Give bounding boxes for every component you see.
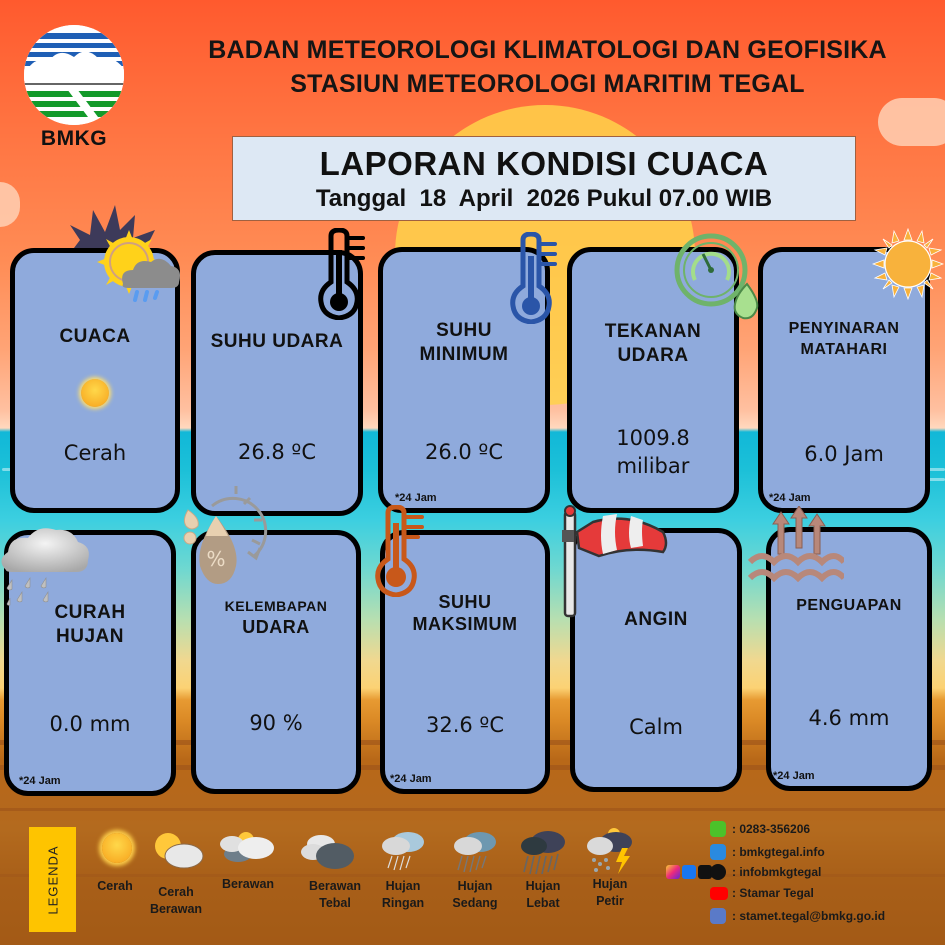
website-icon xyxy=(710,844,726,860)
legend-tag xyxy=(29,827,76,932)
overcast-icon xyxy=(299,830,359,874)
legend-item-cerah-berawan: Cerah Berawan xyxy=(136,830,216,918)
card-note: *24 Jam xyxy=(19,775,61,787)
email-icon xyxy=(710,908,726,924)
card-note: *24 Jam xyxy=(773,770,815,782)
card-value: Calm xyxy=(629,715,683,739)
windsock-icon xyxy=(559,502,671,618)
background-cloud xyxy=(878,98,945,146)
thunderstorm-icon xyxy=(584,828,636,878)
partly-cloudy-icon xyxy=(148,830,208,874)
cloudy-icon xyxy=(218,828,278,872)
legend-item-berawan: Berawan xyxy=(208,828,288,893)
sunny-icon xyxy=(81,379,109,407)
sunny-icon xyxy=(102,833,132,863)
light-rain-icon xyxy=(378,830,428,878)
card-value: 26.0 ºC xyxy=(425,440,503,464)
contact-website-text[interactable]: : bmkgtegal.info xyxy=(732,845,825,859)
logo-text: BMKG xyxy=(40,127,108,150)
thermometer-cold-icon xyxy=(503,232,561,324)
facebook-icon[interactable] xyxy=(682,865,696,879)
legend-item-cerah: Cerah xyxy=(75,830,155,895)
contact-social-text[interactable]: : infobmkgtegal xyxy=(732,865,822,879)
report-title: LAPORAN KONDISI CUACA xyxy=(319,145,769,182)
barometer-icon xyxy=(673,232,763,322)
legend-item-hujan-sedang: Hujan Sedang xyxy=(435,830,515,912)
partly-cloudy-rain-icon xyxy=(95,226,183,306)
card-value: 26.8 ºC xyxy=(238,440,316,464)
card-title: SUHU MAKSIMUM xyxy=(412,592,518,634)
sun-icon xyxy=(872,228,944,300)
card-note: *24 Jam xyxy=(769,492,811,504)
card-value-unit: milibar xyxy=(616,454,690,478)
evaporation-icon xyxy=(748,506,844,582)
heavy-rain-icon xyxy=(518,830,568,878)
card-title-line2: UDARA xyxy=(242,617,310,637)
legend-item-hujan-ringan: Hujan Ringan xyxy=(363,830,443,912)
contact-email-text[interactable]: : stamet.tegal@bmkg.go.id xyxy=(732,909,886,923)
contact-phone-text: : 0283-356206 xyxy=(732,822,811,836)
card-title: CUACA xyxy=(59,326,131,347)
card-value: 4.6 mm xyxy=(808,706,890,730)
report-date: Tanggal 18 April 2026 Pukul 07.00 WIB xyxy=(315,185,773,212)
thermometer-hot-icon xyxy=(368,505,428,597)
org-name: BADAN METEOROLOGI KLIMATOLOGI DAN GEOFISIKA xyxy=(208,36,887,64)
card-value: 6.0 Jam xyxy=(804,442,884,466)
card-title: CURAH HUJAN xyxy=(54,602,126,647)
card-value: 90 % xyxy=(249,711,303,735)
legend-item-berawan-tebal: Berawan Tebal xyxy=(295,830,375,912)
humidity-icon xyxy=(178,480,268,595)
youtube-icon xyxy=(710,887,728,900)
background-cloud xyxy=(0,182,20,227)
instagram-icon[interactable] xyxy=(666,865,680,879)
card-value: 32.6 ºC xyxy=(426,713,504,737)
card-note: *24 Jam xyxy=(395,492,437,504)
thermometer-icon xyxy=(311,228,371,320)
tiktok-icon xyxy=(710,864,726,880)
card-value: 0.0 mm xyxy=(49,712,131,736)
desk-line xyxy=(0,808,945,811)
card-title: ANGIN xyxy=(624,609,688,630)
card-value: 1009.8 xyxy=(616,426,690,450)
card-title: PENYINARAN MATAHARI xyxy=(788,320,900,358)
card-value: Cerah xyxy=(63,441,127,465)
moderate-rain-icon xyxy=(450,830,500,878)
legend-item-hujan-lebat: Hujan Lebat xyxy=(503,830,583,912)
report-title-box xyxy=(232,136,856,221)
bmkg-logo-emblem xyxy=(24,25,124,125)
card-title: PENGUAPAN xyxy=(796,597,902,614)
rain-cloud-icon xyxy=(0,520,92,608)
card-title: KELEMBAPAN xyxy=(224,598,328,614)
legend-label: LEGENDA xyxy=(45,844,60,915)
station-name: STASIUN METEOROLOGI MARITIM TEGAL xyxy=(290,70,805,98)
card-title: TEKANAN UDARA xyxy=(604,321,702,366)
card-note: *24 Jam xyxy=(390,773,432,785)
svg-text:%: % xyxy=(206,547,226,571)
phone-icon xyxy=(710,821,726,837)
card-title: SUHU UDARA xyxy=(210,331,344,352)
contact-youtube-text[interactable]: : Stamar Tegal xyxy=(732,886,814,900)
bmkg-logo xyxy=(22,25,126,153)
legend-item-hujan-petir: Hujan Petir xyxy=(570,828,650,910)
card-title: SUHU MINIMUM xyxy=(419,320,509,365)
